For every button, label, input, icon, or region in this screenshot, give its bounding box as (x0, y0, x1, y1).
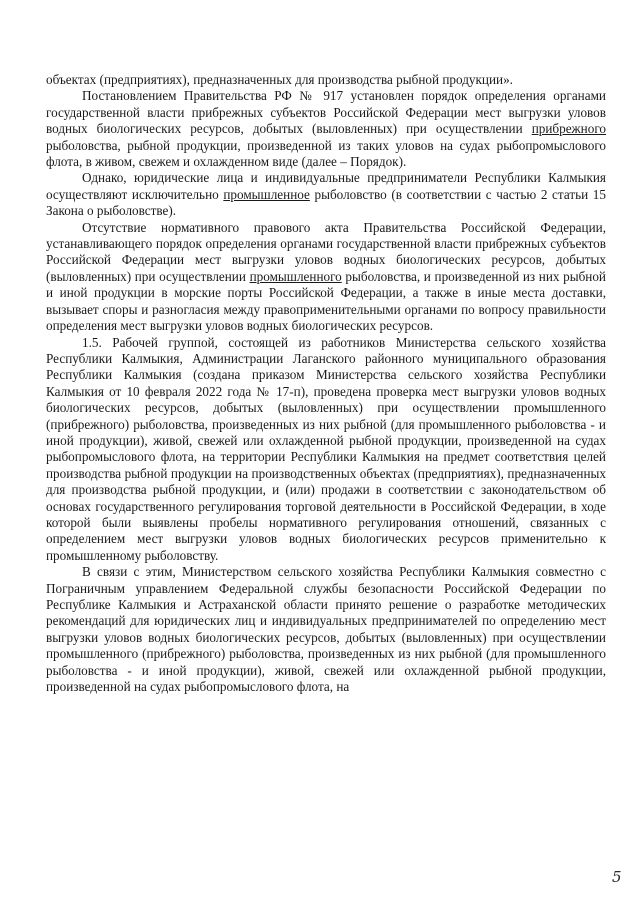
paragraph-section-1-5: 1.5. Рабочей группой, состоящей из работников Министерства сельского хозяйства Республики Калмыкия, Администрации Лаганского районного муниципального образования Республики Калмыкия (создана приказом Министерства сельского хозяйства Республики Калмыкия от 10 февраля 2022 года № 17-п), проведена проверка мест выгрузки уловов водных биологических ресурсов, добытых (выловленных) при осуществлении промышленного (прибрежного) рыболовства, произведенных из них рыбной (для промышленного рыболовства - и иной продукции), живой, свежей или охлажденной рыбной продукции, произведенной на судах рыбопромыслового флота, на территории Республики Калмыкия на предмет соответствия целей производства рыбной продукции на производственных объектах (предприятиях), предназначенных для производства рыбной продукции, и (или) продажи в соответствии с законодательством об основах государственного регулирования торговой деятельности в Российской Федерации, в ходе которой были выявлены пробелы нормативного регулирования отношений, связанных с определением мест выгрузки уловов водных биологических ресурсов применительно к промышленному рыболовству. (46, 334, 606, 563)
document-body (46, 72, 606, 695)
paragraph-text: Постановлением Правительства РФ № 917 установлен порядок определения органами государственной власти прибрежных субъектов Российской Федерации мест выгрузки уловов водных биологических ресурсов, добытых (выловленных) при осуществлении (46, 88, 606, 137)
underlined-term: прибрежного (531, 121, 606, 137)
paragraph-continuation: объектах (предприятиях), предназначенных для производства рыбной продукции». (46, 72, 513, 87)
underlined-term: промышленного (249, 268, 342, 284)
paragraph-text: Отсутствие нормативного правового акта Правительства Российской Федерации, устанавливающего порядок определения органами государственной власти прибрежных субъектов Российской Федерации мест выгрузки уловов водных биологических ресурсов, добытых (выловленных) при осуществлении (46, 219, 606, 284)
underlined-term: промышленное (223, 186, 310, 202)
paragraph-decree-917 (46, 88, 606, 170)
paragraph-absence-of-act (46, 220, 606, 335)
paragraph-text: рыболовство (в соответствии с частью 2 статьи 15 Закона о рыболовстве). (46, 186, 606, 219)
paragraph-text: Однако, юридические лица и индивидуальные предприниматели Республики Калмыкия осуществляют исключительно (46, 170, 606, 202)
page-number: 5 (612, 868, 622, 886)
paragraph-text: рыболовства, рыбной продукции, произведенной из таких уловов на судах рыбопромыслового флота, в живом, свежем и охлажденном виде (далее – Порядок). (46, 137, 606, 170)
paragraph-text: рыболовства, и произведенной из них рыбной и иной продукции в морские порты Российской Федерации, а также в иные места доставки, вызывает споры и разногласия между правоприменительными органами по вопросу правильности определения мест выгрузки уловов водных биологических ресурсов. (46, 268, 606, 334)
paragraph-kalmykia-fishing (46, 170, 606, 219)
paragraph-in-this-regard: В связи с этим, Министерством сельского хозяйства Республики Калмыкия совместно с Пограничным управлением Федеральной службы безопасности Российской Федерации по Республике Калмыкия и Астраханской области принято решение о разработке методических рекомендаций для юридических лиц и индивидуальных предпринимателей по определению мест выгрузки уловов водных биологических ресурсов, добытых (выловленных) при осуществлении промышленного (прибрежного) рыболовства, произведенных из них рыбной (для промышленного рыболовства - и иной продукции), живой, свежей или охлажденной рыбной продукции, произведенной на судах рыбопромыслового флота, на (46, 564, 606, 695)
